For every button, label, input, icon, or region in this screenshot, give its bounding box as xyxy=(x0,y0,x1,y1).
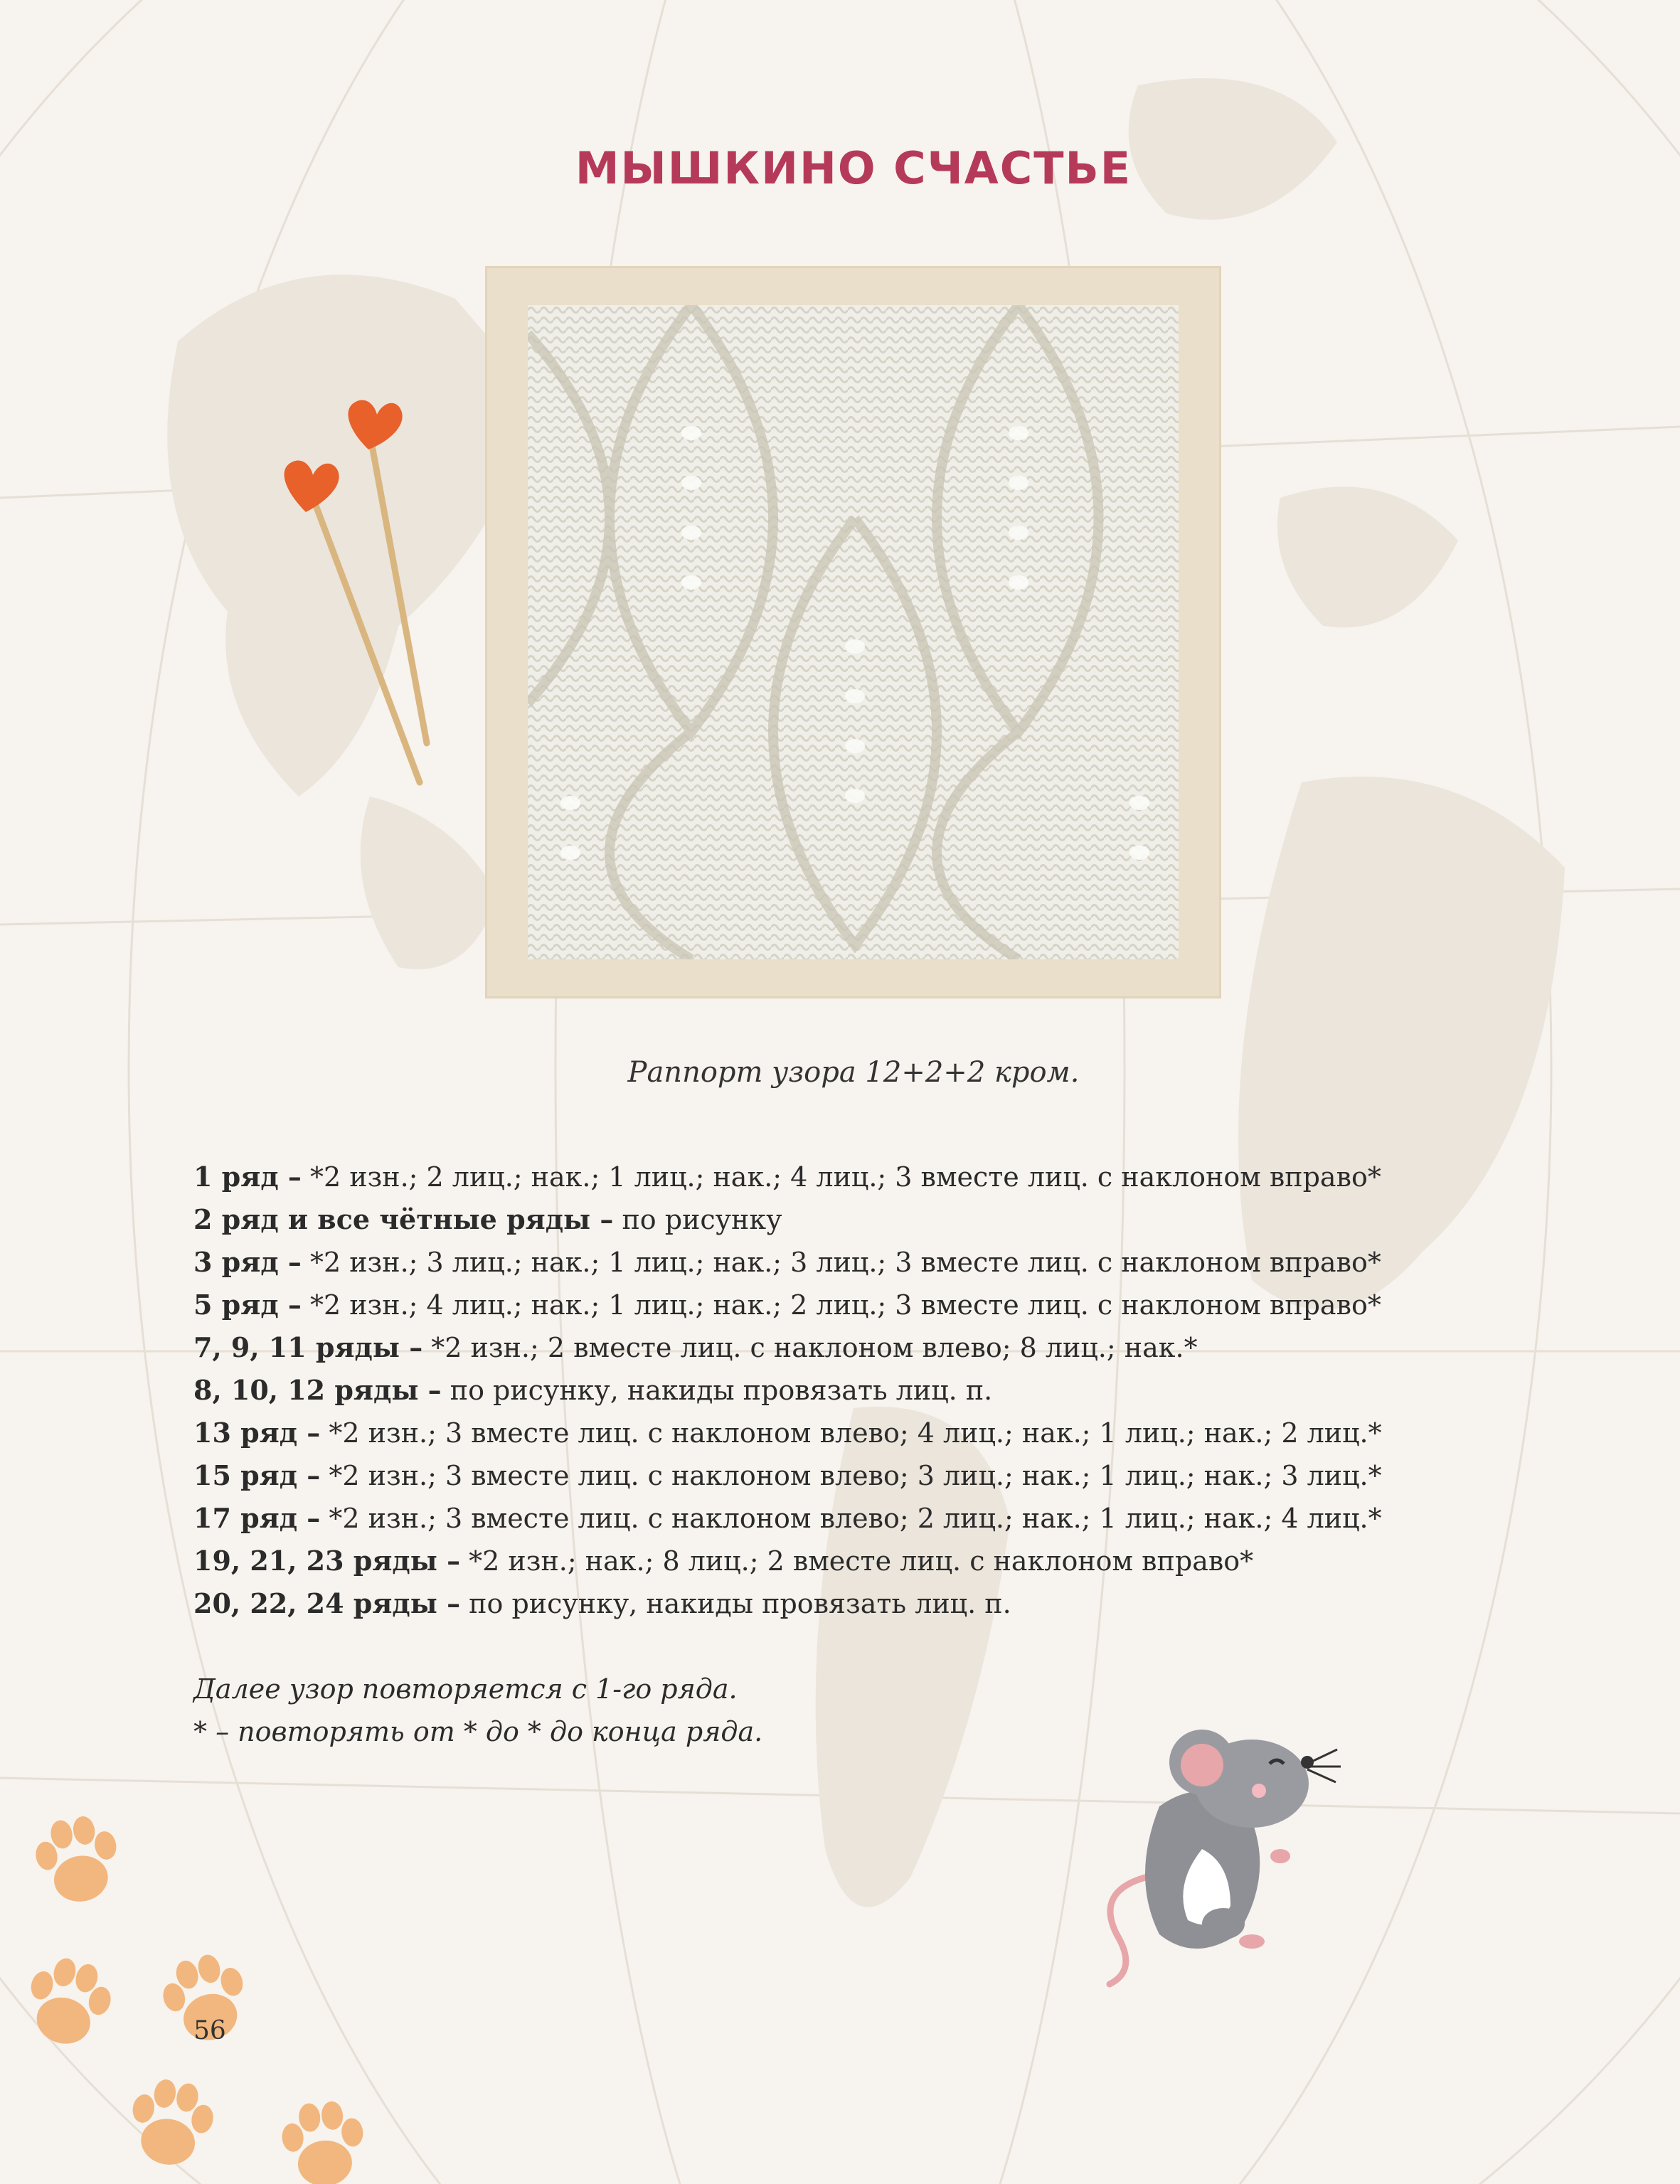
page-number: 56 xyxy=(193,2016,226,2045)
pattern-repeat-caption: Раппорт узора 12+2+2 кром. xyxy=(627,1056,1080,1089)
instruction-row: 20, 22, 24 ряды – по рисунку, накиды провязать лиц. п. xyxy=(193,1587,1011,1619)
instruction-row: 7, 9, 11 ряды – *2 изн.; 2 вместе лиц. с наклоном влево; 8 лиц.; нак.* xyxy=(193,1331,1198,1363)
instruction-row: 13 ряд – *2 изн.; 3 вместе лиц. с наклоном влево; 4 лиц.; нак.; 1 лиц.; нак.; 2 лиц.* xyxy=(193,1417,1382,1449)
instruction-row: 2 ряд и все чётные ряды – по рисунку xyxy=(193,1203,782,1235)
instruction-row: 15 ряд – *2 изн.; 3 вместе лиц. с наклоном влево; 3 лиц.; нак.; 1 лиц.; нак.; 3 лиц.* xyxy=(193,1459,1382,1491)
instruction-row: 3 ряд – *2 изн.; 3 лиц.; нак.; 1 лиц.; нак.; 3 лиц.; 3 вместе лиц. с наклоном вправо* xyxy=(193,1246,1381,1278)
note-line: Далее узор повторяется с 1-го ряда. xyxy=(193,1673,738,1705)
page-title: МЫШКИНО СЧАСТЬЕ xyxy=(575,142,1132,194)
instruction-row: 19, 21, 23 ряды – *2 изн.; нак.; 8 лиц.; 2 вместе лиц. с наклоном вправо* xyxy=(193,1545,1254,1577)
instruction-row: 8, 10, 12 ряды – по рисунку, накиды провязать лиц. п. xyxy=(193,1374,993,1406)
instruction-row: 1 ряд – *2 изн.; 2 лиц.; нак.; 1 лиц.; нак.; 4 лиц.; 3 вместе лиц. с наклоном вправо* xyxy=(193,1161,1381,1193)
instruction-row: 5 ряд – *2 изн.; 4 лиц.; нак.; 1 лиц.; нак.; 2 лиц.; 3 вместе лиц. с наклоном вправо* xyxy=(193,1289,1381,1321)
note-line: * – повторять от * до * до конца ряда. xyxy=(193,1716,763,1747)
instruction-row: 17 ряд – *2 изн.; 3 вместе лиц. с наклоном влево; 2 лиц.; нак.; 1 лиц.; нак.; 4 лиц.* xyxy=(193,1502,1382,1534)
